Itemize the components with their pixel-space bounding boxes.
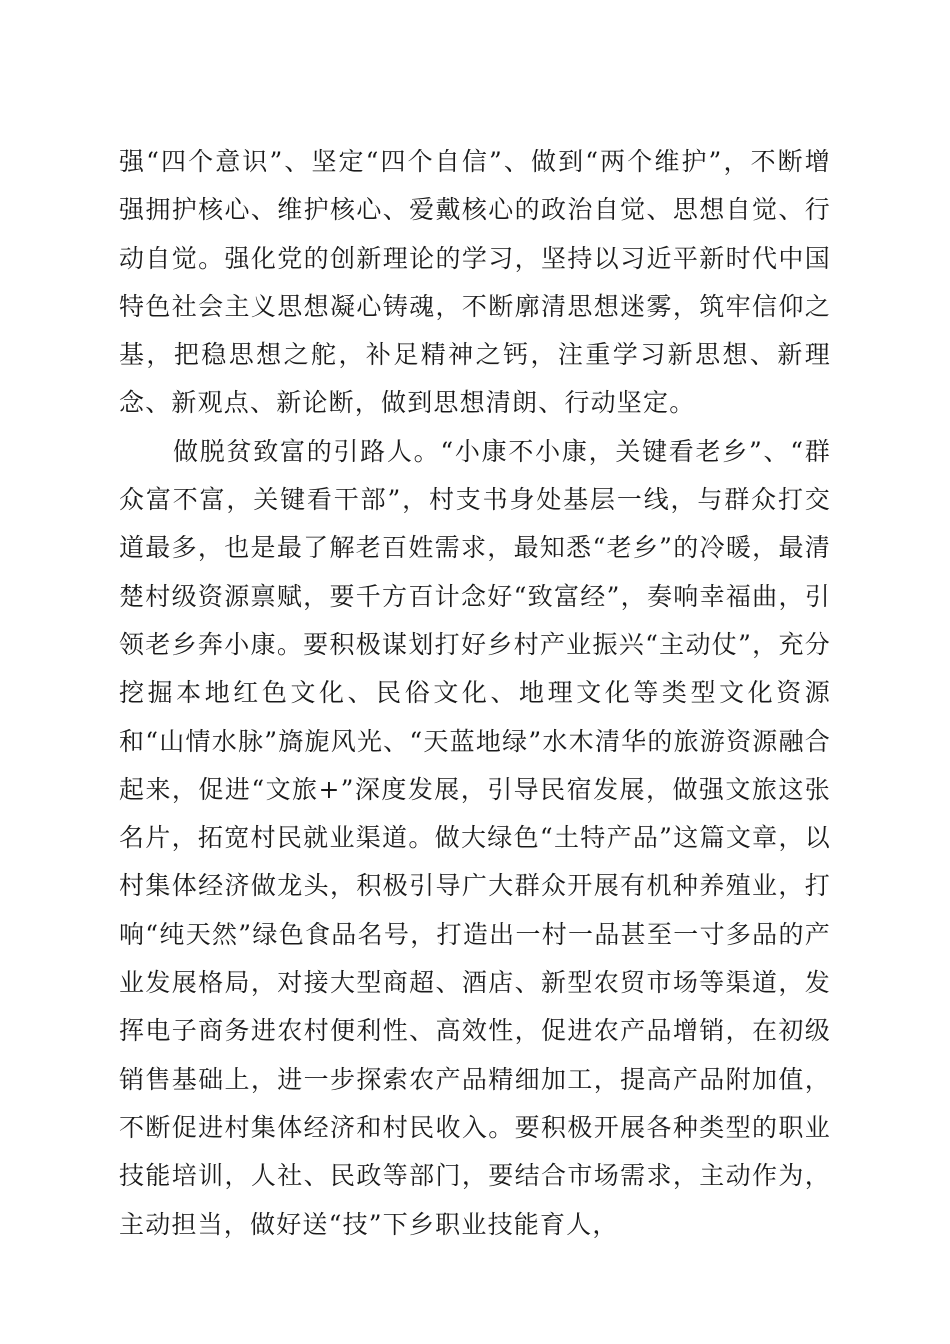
paragraph-continued: 强“四个意识”、坚定“四个自信”、做到“两个维护”，不断增强拥护核心、维护核心、爱戴核心的政治自觉、思想自觉、行动自觉。强化党的创新理论的学习，坚持以习近平新时代中国特色社会主义思想凝心铸魂，不断廓清思想迷雾，筑牢信仰之基，把稳思想之舵，补足精神之钙，注重学习新思想、新理念、新观点、新论断，做到思想清朗、行动坚定。 (119, 147, 831, 418)
document-body (119, 138, 831, 1249)
paragraph-poverty-alleviation: 做脱贫致富的引路人。“小康不小康，关键看老乡”、“群众富不富，关键看干部”，村支书身处基层一线，与群众打交道最多，也是最了解老百姓需求，最知悉“老乡”的冷暖，最清楚村级资源禀赋，要千方百计念好“致富经”，奏响幸福曲，引领老乡奔小康。要积极谋划打好乡村产业振兴“主动仗”，充分挖掘本地红色文化、民俗文化、地理文化等类型文化资源和“山情水脉”旖旎风光、“天蓝地绿”水木清华的旅游资源融合起来，促进“文旅+”深度发展，引导民宿发展，做强文旅这张名片，拓宽村民就业渠道。做大绿色“土特产品”这篇文章，以村集体经济做龙头，积极引导广大群众开展有机种养殖业，打响“纯天然”绿色食品名号，打造出一村一品甚至一寸多品的产业发展格局，对接大型商超、酒店、新型农贸市场等渠道，发挥电子商务进农村便利性、高效性，促进农产品增销，在初级销售基础上，进一步探索农产品精细加工，提高产品附加值，不断促进村集体经济和村民收入。要积极开展各种类型的职业技能培训，人社、民政等部门，要结合市场需求，主动作为，主动担当，做好送“技”下乡职业技能育人， (119, 436, 831, 1239)
